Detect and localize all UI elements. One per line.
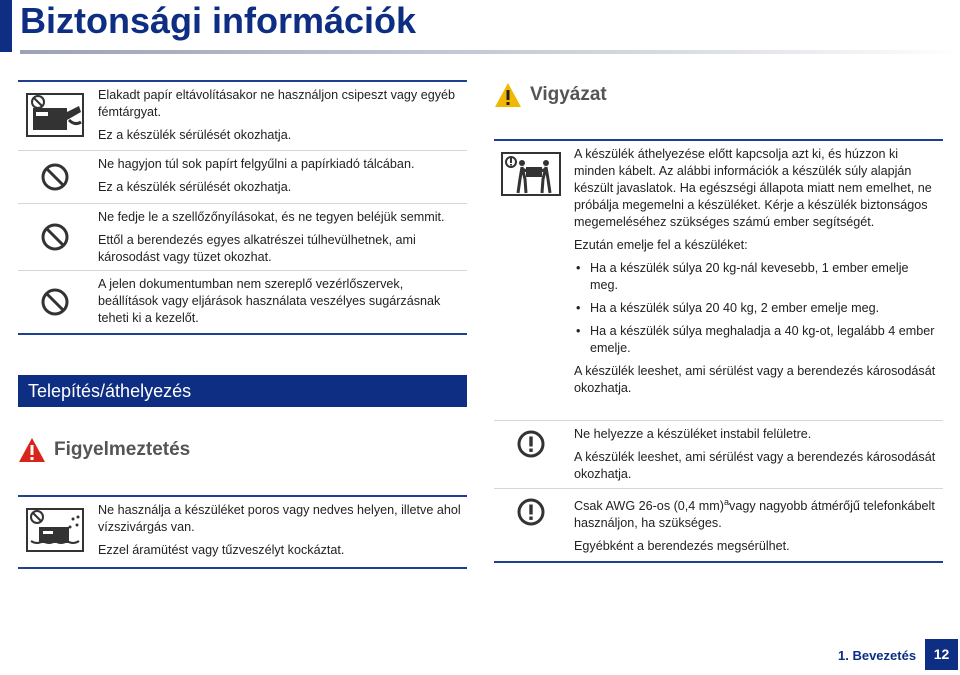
exclamation-circle-icon — [494, 421, 568, 488]
row-text — [92, 271, 467, 333]
cable-spec-text: Csak AWG 26-os (0,4 mm) — [574, 499, 724, 514]
row-text — [568, 489, 943, 561]
warning-triangle-icon — [18, 437, 46, 463]
table-row — [494, 141, 943, 421]
consequence-text: Ettől a berendezés egyes alkatrészei túlhevülhetnek, ami károsodást vagy tüzet okozhat. — [98, 233, 416, 264]
consequence-text: Ez a készülék sérülését okozhatja. — [98, 180, 292, 194]
weight-list — [574, 260, 939, 357]
row-text — [92, 82, 467, 150]
cable-spec-suffix: vagy nagyobb átmérőjű telefonkábelt használjon, ha szükséges. — [574, 499, 935, 531]
instruction-text: Ne hagyjon túl sok papírt felgyűlni a papírkiadó tálcában. — [98, 157, 415, 171]
consequence-text: Egyébként a berendezés megsérülhet. — [574, 539, 790, 554]
warning-table — [18, 495, 467, 569]
footer-chapter-link[interactable]: 1. Bevezetés — [838, 648, 917, 663]
two-person-lift-icon — [494, 141, 568, 420]
table-row — [18, 204, 467, 271]
instruction-text: Ne helyezze a készüléket instabil felületre. — [574, 427, 812, 441]
section-header: Telepítés/áthelyezés — [18, 375, 467, 407]
table-row — [18, 271, 467, 335]
row-text — [92, 151, 467, 203]
table-row — [494, 421, 943, 489]
caution-triangle-icon — [494, 82, 522, 108]
warning-heading — [18, 437, 190, 463]
caution-heading — [494, 82, 607, 108]
instruction-text — [574, 494, 939, 532]
table-row — [18, 497, 467, 569]
caution-table — [494, 139, 943, 563]
list-item: • Ha a készülék súlya 20 kg-nál kevesebb, 1 ember emelje meg. — [590, 260, 939, 294]
instruction-text: Ne fedje le a szellőzőnyílásokat, és ne tegyen beléjük semmit. — [98, 210, 445, 224]
instruction-text: A készülék áthelyezése előtt kapcsolja azt ki, és húzzon ki minden kábelt. Az alábbi információk a készülék súly alapján készült javaslatok. Ha egészségi állapota miatt nem emelhet, ne próbálja megemelni a készüléket. Kérje a készülék biztonságos megemeléséhez szükséges számú ember segítségét. — [574, 147, 932, 229]
row-text — [92, 204, 467, 270]
page-title: Biztonsági információk — [20, 0, 417, 41]
row-text — [568, 141, 943, 420]
caution-title: Vigyázat — [530, 84, 607, 105]
page-number: 12 — [925, 639, 958, 670]
consequence-text: Ez a készülék sérülését okozhatja. — [98, 128, 292, 142]
exclamation-circle-icon — [494, 489, 568, 561]
instruction-text: A jelen dokumentumban nem szereplő vezérlőszervek, beállítások vagy eljárások használata veszélyes sugárzásnak teheti ki a kezelőt. — [98, 277, 441, 325]
prohibited-icon — [18, 204, 92, 270]
prohibited-icon — [18, 271, 92, 333]
table-row — [18, 82, 467, 151]
no-tweezers-icon — [18, 82, 92, 150]
row-text — [92, 497, 467, 567]
footnote-marker: a — [724, 497, 730, 507]
prohibited-icon — [18, 151, 92, 203]
row-text — [568, 421, 943, 488]
title-rule — [20, 50, 958, 54]
instruction-text: Ezután emelje fel a készüléket: — [574, 238, 748, 252]
instruction-text: Elakadt papír eltávolításakor ne használjon csipeszt vagy egyéb fémtárgyat. — [98, 88, 456, 119]
consequence-text: Ezzel áramütést vagy tűzveszélyt kockáztat. — [98, 543, 345, 557]
list-item: • Ha a készülék súlya meghaladja a 40 kg-ot, legalább 4 ember emelje. — [590, 323, 939, 357]
title-accent-bar — [0, 0, 12, 52]
consequence-text: A készülék leeshet, ami sérülést vagy a berendezés károsodását okozhatja. — [574, 364, 936, 395]
instruction-text: Ne használja a készüléket poros vagy nedves helyen, illetve ahol vízszivárgás van. — [98, 503, 461, 534]
table-row — [494, 489, 943, 563]
left-safety-table — [18, 80, 467, 335]
table-row — [18, 151, 467, 204]
no-water-icon — [18, 497, 92, 567]
warning-title: Figyelmeztetés — [54, 439, 191, 460]
consequence-text: A készülék leeshet, ami sérülést vagy a berendezés károsodását okozhatja. — [574, 450, 936, 481]
list-item: • Ha a készülék súlya 20 40 kg, 2 ember emelje meg. — [590, 300, 939, 317]
